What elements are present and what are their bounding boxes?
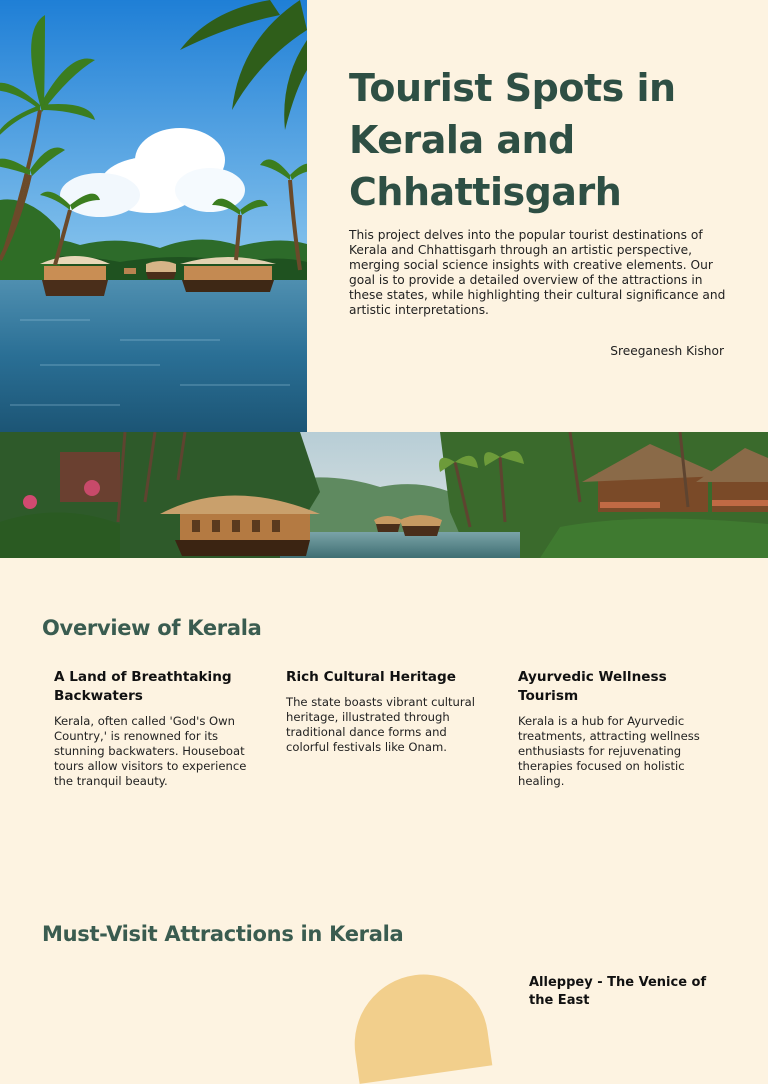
overview-section-title: Overview of Kerala <box>42 616 262 640</box>
author-name: Sreeganesh Kishor <box>610 344 724 358</box>
decorative-blob-shape <box>346 966 493 1084</box>
attractions-section-title: Must-Visit Attractions in Kerala <box>42 922 404 946</box>
attraction-item-title: Alleppey - The Venice of the East <box>529 975 707 1008</box>
card-heading: Ayurvedic Wellness Tourism <box>518 669 667 704</box>
backwater-banner-image <box>0 432 768 558</box>
hero-backwaters-image <box>0 0 307 432</box>
overview-card-heritage <box>286 668 486 755</box>
card-heading: Rich Cultural Heritage <box>286 669 456 685</box>
page-title: Tourist Spots in Kerala and Chhattisgarh <box>349 66 676 214</box>
intro-paragraph: This project delves into the popular tourist destinations of Kerala and Chhattisgarh through an artistic perspective, merging social science insights with creative elements. Our goal is to provide a detailed overview of the attractions in these states, while highlighting their cultural significance and artistic interpretations. <box>349 228 726 317</box>
card-body: Kerala is a hub for Ayurvedic treatments, attracting wellness enthusiasts for rejuvenating therapies focused on holistic healing. <box>518 714 700 788</box>
card-body: The state boasts vibrant cultural heritage, illustrated through traditional dance forms and colorful festivals like Onam. <box>286 695 475 754</box>
overview-card-ayurveda <box>518 668 718 789</box>
hero-text-panel <box>307 0 768 432</box>
card-body: Kerala, often called 'God's Own Country,' is renowned for its stunning backwaters. Houseboat tours allow visitors to experience the tranquil beauty. <box>54 714 247 788</box>
card-heading: A Land of Breathtaking Backwaters <box>54 669 232 704</box>
overview-card-backwaters <box>54 668 254 789</box>
